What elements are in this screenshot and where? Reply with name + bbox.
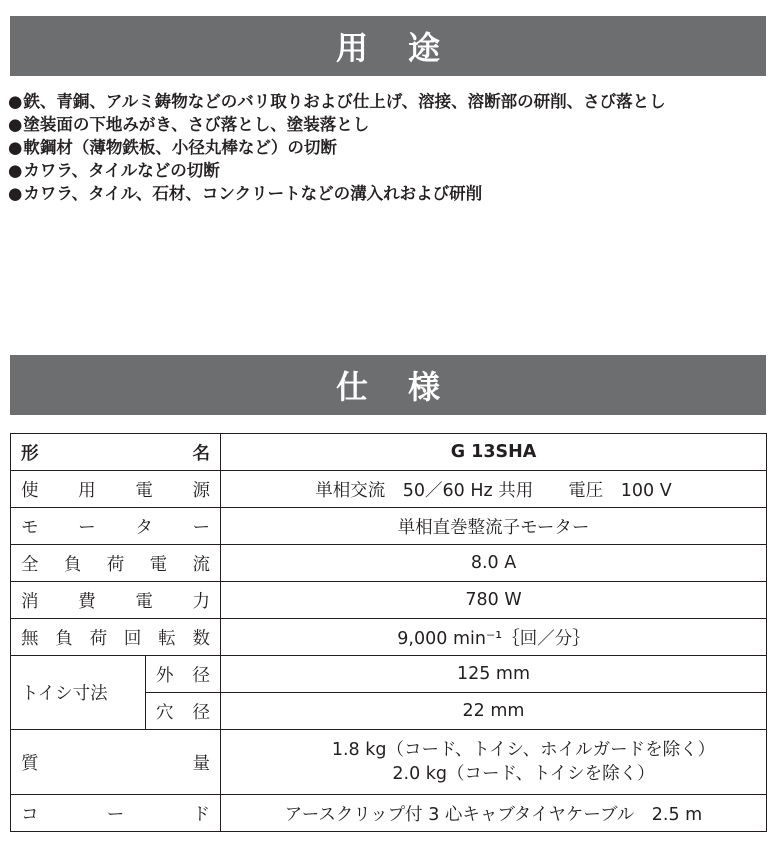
label-char: 荷 [106, 554, 125, 575]
label-char: 源 [192, 480, 210, 501]
spec-label-mass [11, 730, 221, 795]
label-char: 電 [135, 480, 153, 501]
label-char: 荷 [89, 628, 108, 649]
spec-label-motor [11, 508, 221, 545]
label-char: 量 [192, 753, 210, 774]
label-char: 穴 [156, 702, 174, 723]
usage-item: ● 軟鋼材（薄物鉄板、小径丸棒など）の切断 [8, 136, 666, 159]
spec-section-title: 仕様 [335, 368, 480, 406]
spec-row-consumption [11, 582, 767, 619]
label-char: 質 [21, 753, 39, 774]
label-char: 流 [192, 554, 210, 575]
label-char: ー [106, 804, 125, 825]
label-char: 名 [192, 443, 210, 464]
label-char: モ [21, 517, 39, 538]
usage-item: ● 鉄、青銅、アルミ鋳物などのバリ取りおよび仕上げ、溶接、溶断部の研削、さび落とし [8, 90, 666, 113]
usage-section-title: 用途 [335, 29, 480, 67]
usage-list [8, 90, 666, 205]
spec-label-wheel-hole [146, 693, 221, 730]
label-char: 径 [192, 665, 210, 686]
usage-item: ● カワラ、タイルなどの切断 [8, 159, 666, 182]
spec-row-model [11, 434, 767, 471]
spec-label-model [11, 434, 221, 471]
label-char: 負 [55, 628, 73, 649]
label-char: 消 [21, 591, 39, 612]
spec-value-wheel-outer: 125 mm [221, 656, 767, 693]
spec-row-motor [11, 508, 767, 545]
spec-row-power [11, 471, 767, 508]
label-char: 無 [21, 628, 39, 649]
spec-value-motor: 単相直巻整流子モーター [221, 508, 767, 545]
label-char: 負 [63, 554, 82, 575]
spec-value-consumption: 780 W [221, 582, 767, 619]
spec-value-current: 8.0 A [221, 545, 767, 582]
spec-label-power [11, 471, 221, 508]
spec-row-mass [11, 730, 767, 795]
label-char: 外 [156, 665, 174, 686]
usage-section-banner [10, 16, 766, 76]
spec-section-banner [10, 355, 766, 415]
label-char: コ [21, 804, 39, 825]
label-char: 径 [192, 702, 210, 723]
label-char: 使 [21, 480, 39, 501]
spec-value-speed: 9,000 min⁻¹｛回／分｝ [221, 619, 767, 656]
spec-label-cord [11, 795, 221, 832]
spec-value-mass-line-1: 1.8 kg（コード、トイシ、ホイルガードを除く） [331, 740, 716, 760]
label-char: 転 [158, 628, 176, 649]
spec-row-speed [11, 619, 767, 656]
label-char: 数 [192, 628, 210, 649]
spec-value-mass-line-2: 2.0 kg（コード、トイシを除く） [392, 764, 655, 784]
spec-label-consumption [11, 582, 221, 619]
label-char: 形 [21, 443, 39, 464]
spec-value-wheel-hole: 22 mm [221, 693, 767, 730]
spec-value-power: 単相交流 50／60 Hz 共用 電圧 100 V [221, 471, 767, 508]
spec-label-wheel: トイシ寸法 [11, 656, 146, 730]
spec-label-speed [11, 619, 221, 656]
spec-label-wheel-outer [146, 656, 221, 693]
spec-row-wheel-outer [11, 656, 767, 693]
spec-table [10, 433, 767, 832]
usage-item: ● 塗装面の下地みがき、さび落とし、塗装落とし [8, 113, 666, 136]
label-char: 費 [78, 591, 96, 612]
label-char: 力 [192, 591, 210, 612]
usage-item: ● カワラ、タイル、石材、コンクリートなどの溝入れおよび研削 [8, 182, 666, 205]
label-char: タ [135, 517, 153, 538]
spec-value-mass [221, 730, 767, 795]
spec-row-cord [11, 795, 767, 832]
label-char: 電 [149, 554, 168, 575]
spec-row-current [11, 545, 767, 582]
spec-label-current [11, 545, 221, 582]
spec-value-model: G 13SHA [221, 434, 767, 471]
label-char: ー [78, 517, 96, 538]
label-char: ド [192, 804, 210, 825]
spec-value-cord: アースクリップ付 3 心キャブタイヤケーブル 2.5 m [221, 795, 767, 832]
label-char: 電 [135, 591, 153, 612]
label-char: 用 [78, 480, 96, 501]
label-char: 全 [21, 554, 39, 575]
label-char: ー [192, 517, 210, 538]
label-char: 回 [123, 628, 142, 649]
